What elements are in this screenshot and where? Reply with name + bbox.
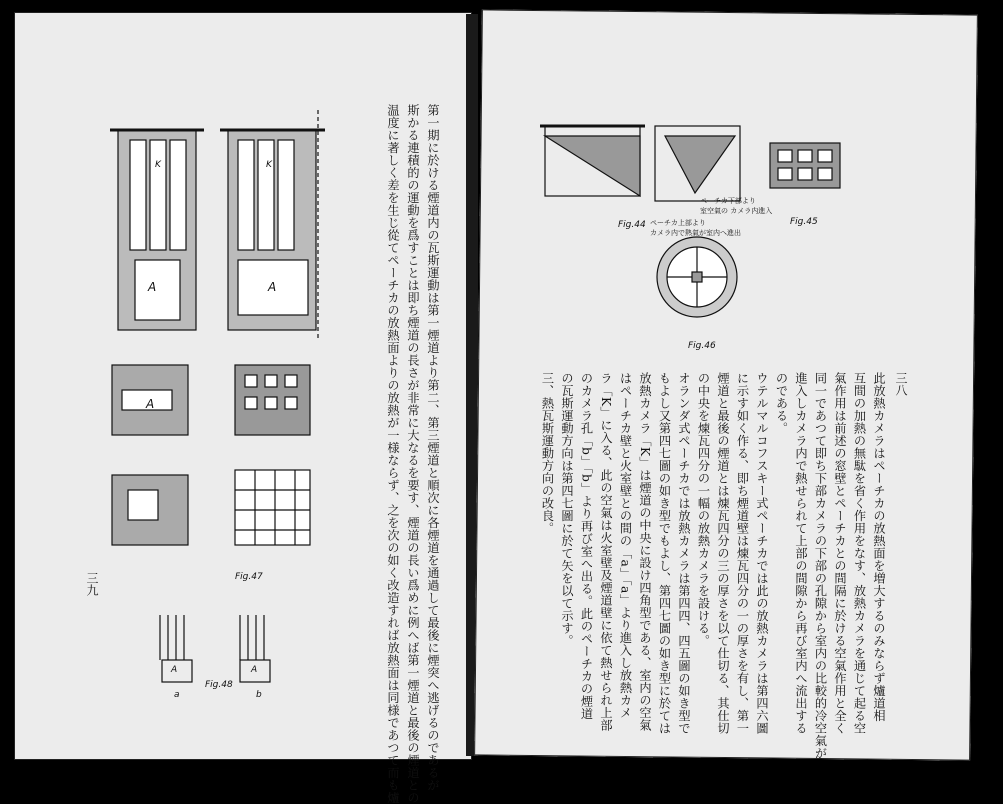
fig45-note-1: ペーチカ下部より (700, 197, 756, 205)
left-text-line-1: 第一期に於ける煙道内の瓦斯運動は第一煙道より第二、第三煙道と順次に各煙道を通過して最後に煙突へ逃げるのであるが (426, 104, 440, 792)
right-text-line-14: はペーチカ壁と火室壁との間の「a」「a」より進入し放熱カメ (618, 372, 633, 719)
fig48-box-a-right: A (251, 665, 258, 675)
fig48-label-b: b (256, 690, 262, 700)
fig46-drawing (652, 232, 742, 322)
fig47-label-a-right: A (268, 280, 277, 294)
left-text-line-2: 斯かる連積的の運動を爲すことは即ち煙道の長さが非常に大なるを要す、煙道の長い爲めに例へば第一煙道と最後の煙道との (406, 104, 420, 804)
fig44-caption: Fig.44 (618, 220, 646, 230)
right-text-line-1: 此放熱カメラはペーチカの放熱面を増大するのみならず爐道相 (872, 372, 886, 722)
right-text-line-13: 放熱カメラ「K」は煙道の中央に設け四角型である、室内の空氣 (638, 372, 652, 732)
right-text-line-16: のカメラ孔「b」「b」より再び室へ出る。此のペーチカの煙道 (579, 372, 594, 720)
left-page-number: 三九 (85, 572, 99, 596)
right-text-line-15: ラ「K」に入る、此の空氣は火室壁及煙道壁に依て熱せられ上部 (599, 372, 613, 732)
fig45-caption: Fig.45 (790, 217, 818, 227)
right-text-line-9: 煙道と最後の煙道とは煉瓦四分の三の厚さを以て仕切る、其仕切 (716, 372, 730, 735)
fig47-caption: Fig.47 (235, 572, 263, 582)
right-page-number: 三八 (894, 372, 908, 396)
fig45-note-2: 室空氣の カメラ内進入 (700, 207, 773, 215)
fig47-label-k-left: K (155, 160, 161, 170)
left-text-line-3: 温度に著しく差を生じ從てペーチカの放熱面よりの放熱が一様ならず、之を次の如く改造すれば放熱面は同様であつて而も爐 (386, 104, 400, 804)
fig48-caption: Fig.48 (205, 680, 233, 690)
right-text-line-17: の瓦斯運動方向は第四七圖に於て矢を以て示す。 (560, 372, 574, 647)
fig48-label-a: a (174, 690, 180, 700)
right-text-line-4: 同一であつて即ち下部カメラの下部の孔隙から室内の比較的冷空氣が (813, 372, 828, 760)
fig46-caption: Fig.46 (688, 341, 716, 351)
fig47-drawings (100, 100, 340, 560)
right-text-line-8: に示す如く作る、即ち煙道壁は煉瓦四分の一の厚さを有し、第一 (735, 372, 750, 735)
fig48-box-a: A (171, 665, 178, 675)
fig44-note-2: カメラ内で熱氣が室内へ進出 (650, 229, 741, 237)
fig44-drawing (540, 118, 650, 208)
fig47-label-a-plan: A (146, 397, 155, 411)
right-text-line-6: のである。 (774, 372, 789, 435)
right-text-line-2: 互間の加熱の無駄を省く作用をなす、放熱カメラを通じて起る空 (852, 372, 867, 735)
right-text-line-18: 三、熱瓦斯運動方向の改良。 (540, 372, 555, 535)
right-text-line-5: 進入しカメラ内で熱せられて上部の間隙から再び室内へ流出する (794, 372, 808, 735)
fig44-note-1: ペーチカ上部より (650, 219, 706, 227)
right-text-line-11: オランダ式ペーチカでは放熱カメラは第四四、四五圖の如き型で (677, 372, 691, 735)
right-text-line-7: ウテルマルコフスキー式ペーチカでは此の放熱カメラは第四六圖 (755, 372, 769, 735)
fig47-label-a-upper: A (148, 280, 157, 294)
fig47-label-k-right: K (266, 160, 272, 170)
right-text-line-12: もよし又第四七圖の如き型でもよし、第四七圖の如き型に於ては (657, 372, 672, 735)
right-text-line-10: の中央を煉瓦四分の一幅の放熱カメラを設ける。 (696, 372, 711, 647)
right-text-line-3: 氣作用は前述の窓壁とペーチカとの間隔に於ける空氣作用と全く (833, 372, 847, 735)
